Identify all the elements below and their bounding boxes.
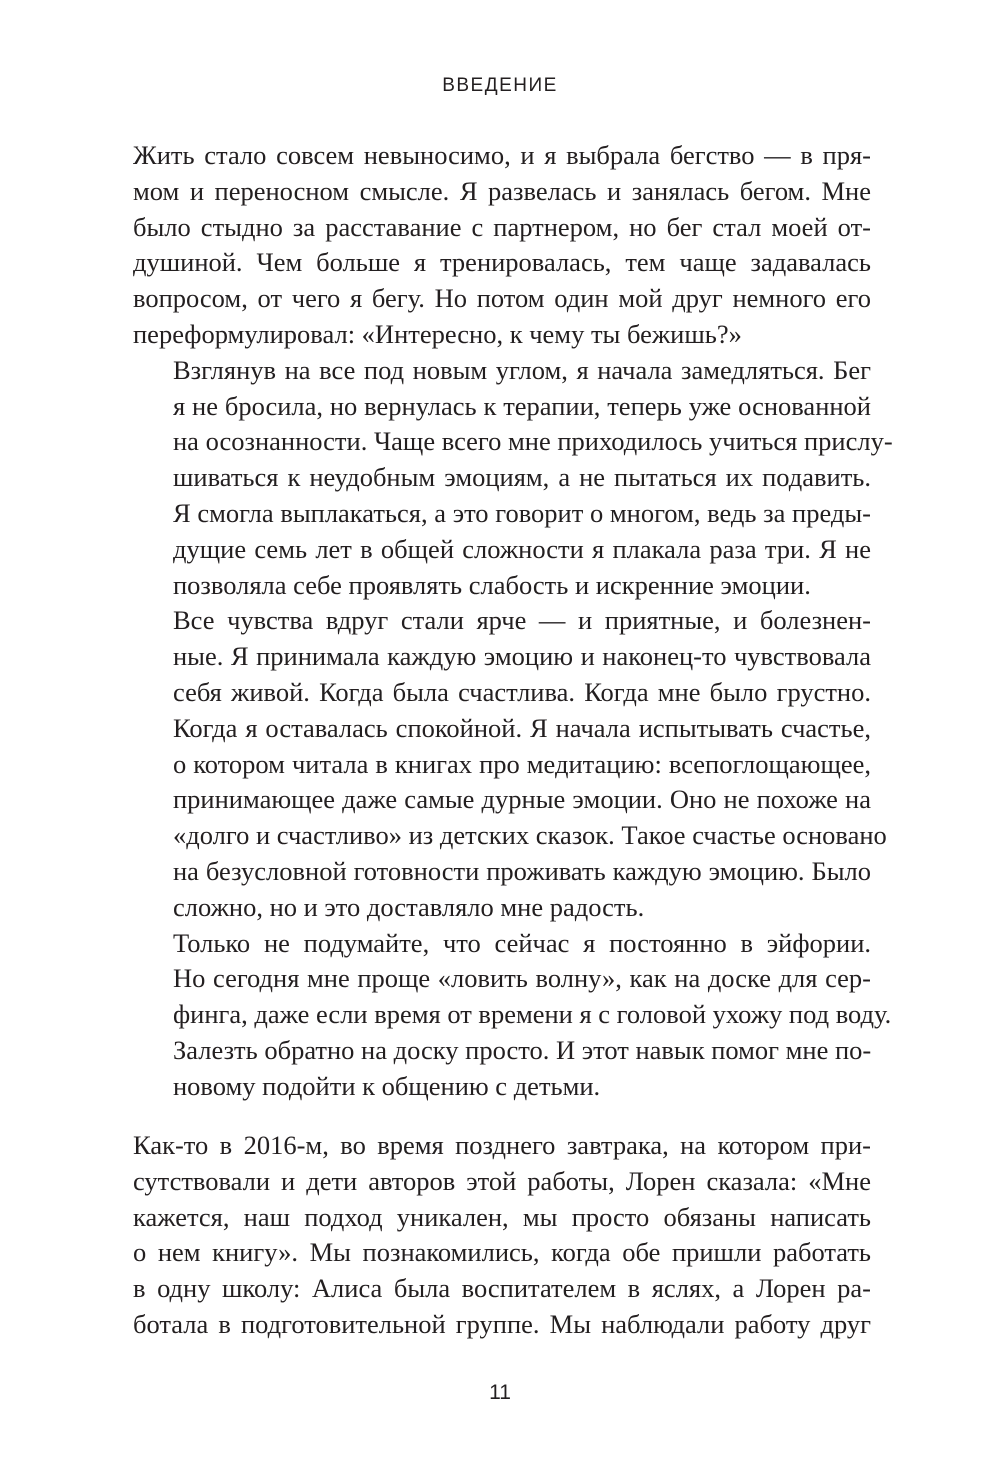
text-line: мом и переносном смысле. Я развелась и занялась бегом. Мне	[133, 175, 871, 206]
text-line: в одну школу: Алиса была воспитателем в яслях, а Лорен ра-	[133, 1273, 871, 1304]
text-line: шиваться к неудобным эмоциям, а не пытаться их подавить.	[173, 462, 871, 493]
paragraph	[133, 138, 871, 353]
paragraph	[133, 1128, 871, 1343]
text-line: ботала в подготовительной группе. Мы наблюдали работу друг	[133, 1308, 871, 1339]
text-line: Взглянув на все под новым углом, я начала замедляться. Бег	[173, 354, 871, 385]
text-line: Только не подумайте, что сейчас я постоянно в эйфории.	[173, 927, 871, 958]
text-line: Как-то в 2016-м, во время позднего завтрака, на котором при-	[133, 1130, 871, 1160]
text-line: на безусловной готовности проживать каждую эмоцию. Было	[173, 855, 871, 886]
text-section-2	[133, 1128, 871, 1343]
text-line: вопросом, от чего я бегу. Но потом один мой друг немного его	[133, 283, 871, 314]
paragraph	[133, 926, 892, 1105]
text-line: себя живой. Когда была счастлива. Когда мне было грустно.	[173, 676, 871, 707]
text-line: кажется, наш подход уникален, мы просто обязаны написать	[133, 1201, 871, 1232]
text-line: новому подойти к общению с детьми.	[173, 1070, 601, 1101]
text-line: переформулировал: «Интересно, к чему ты бежишь?»	[133, 318, 742, 349]
text-line: душиной. Чем больше я тренировалась, тем чаще задавалась	[133, 247, 871, 278]
text-line: Но сегодня мне проще «ловить волну», как на доске для сер-	[173, 963, 871, 994]
text-line: Жить стало совсем невыносимо, и я выбрала бегство — в пря-	[133, 140, 871, 170]
text-line: позволяла себе проявлять слабость и искренние эмоции.	[173, 569, 811, 600]
text-line: я не бросила, но вернулась к терапии, теперь уже основанной	[173, 390, 871, 421]
page-number: 11	[489, 1381, 511, 1404]
text-section-1	[133, 138, 893, 1105]
text-line: ные. Я принимала каждую эмоцию и наконец-то чувствовала	[173, 641, 871, 672]
text-line: финга, даже если время от времени я с головой ухожу под воду.	[173, 999, 892, 1030]
text-line: принимающее даже самые дурные эмоции. Оно не похоже на	[173, 784, 871, 815]
text-line: сутствовали и дети авторов этой работы, Лорен сказала: «Мне	[133, 1165, 871, 1196]
text-line: Все чувства вдруг стали ярче — и приятные, и болезнен-	[173, 605, 871, 636]
text-line: о котором читала в книгах про медитацию: всепоглощающее,	[173, 748, 871, 779]
paragraph	[133, 603, 887, 925]
text-line: сложно, но и это доставляло мне радость.	[173, 891, 645, 922]
text-line: было стыдно за расставание с партнером, но бег стал моей от-	[133, 211, 871, 242]
text-line: о нем книгу». Мы познакомились, когда обе пришли работать	[133, 1237, 871, 1268]
text-line: «долго и счастливо» из детских сказок. Такое счастье основано	[173, 820, 887, 851]
running-head: ВВЕДЕНИЕ	[442, 75, 558, 96]
text-line: Когда я оставалась спокойной. Я начала испытывать счастье,	[173, 712, 871, 743]
text-line: на осознанности. Чаще всего мне приходилось учиться прислу-	[173, 426, 893, 457]
text-line: Залезть обратно на доску просто. И этот навык помог мне по-	[173, 1034, 872, 1065]
text-line: дущие семь лет в общей сложности я плакала раза три. Я не	[173, 533, 871, 564]
paragraph	[133, 353, 893, 604]
text-line: Я смогла выплакаться, а это говорит о многом, ведь за преды-	[173, 497, 871, 528]
